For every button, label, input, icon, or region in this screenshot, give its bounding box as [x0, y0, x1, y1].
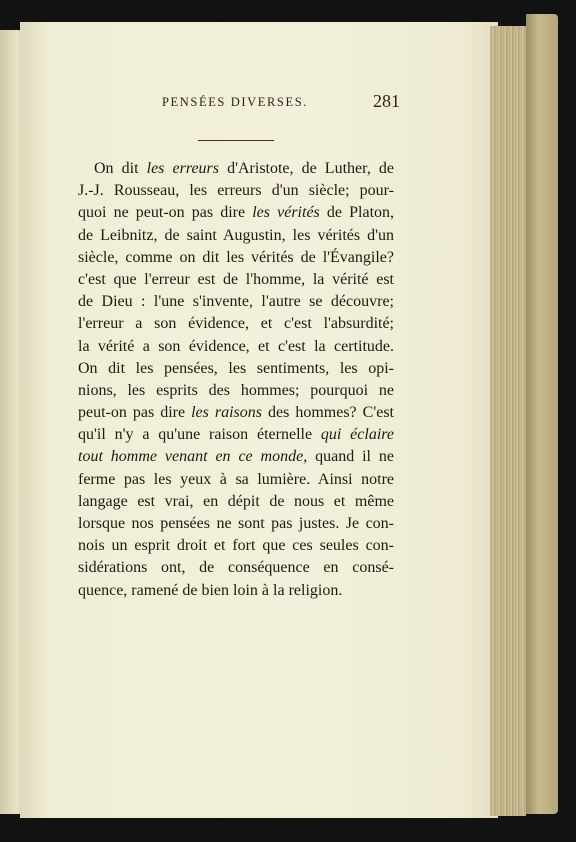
- text-line: [78, 535, 394, 557]
- text-run: siècle, comme on dit les vérités de l'Évangile?: [78, 248, 394, 266]
- italic-text: qui éclaire: [320, 426, 394, 444]
- text-run: quence, ramené de bien loin à la religion.: [78, 581, 343, 599]
- text-run: c'est que l'erreur est de l'homme, la vérité est: [78, 270, 394, 288]
- text-run: la vérité a son évidence, et c'est la certitude.: [78, 337, 394, 355]
- page-header: [160, 93, 400, 115]
- header-rule: [198, 140, 274, 141]
- text-run: quoi ne peut-on pas dire: [78, 204, 253, 222]
- text-run: d'Aristote, de Luther, de: [219, 160, 395, 177]
- text-line: [78, 158, 394, 180]
- text-line: [78, 424, 394, 446]
- text-line: [78, 358, 394, 380]
- text-run: , quand il ne: [303, 448, 394, 466]
- text-line: [78, 580, 394, 602]
- text-line: [78, 202, 394, 224]
- text-run: des hommes? C'est: [262, 404, 394, 422]
- text-line: [78, 180, 394, 202]
- italic-text: les vérités: [252, 204, 320, 222]
- italic-text: les raisons: [191, 404, 262, 422]
- text-line: [78, 291, 394, 313]
- text-run: ferme pas les yeux à sa lumière. Ainsi notre: [78, 470, 394, 488]
- text-run: de Leibnitz, de saint Augustin, les vérités d'un: [78, 226, 394, 244]
- page-number: 281: [373, 91, 400, 111]
- text-line: [78, 402, 394, 424]
- text-run: sidérations ont, de conséquence en consé-: [78, 559, 394, 577]
- text-line: [78, 491, 394, 513]
- text-run: On dit les pensées, les sentiments, les opi-: [78, 359, 394, 377]
- text-line: [78, 313, 394, 335]
- text-run: langage est vrai, en dépit de nous et même: [78, 492, 394, 510]
- text-run: On dit: [94, 160, 147, 177]
- text-line: [78, 513, 394, 535]
- text-line: [78, 446, 394, 468]
- page-block-edges: [490, 26, 526, 816]
- paragraph: [78, 158, 394, 602]
- text-line: [78, 225, 394, 247]
- text-run: peut-on pas dire: [78, 404, 192, 422]
- text-run: qu'il n'y a qu'une raison éternelle: [78, 426, 321, 444]
- text-run: de Platon,: [319, 204, 395, 222]
- text-line: [78, 269, 394, 291]
- text-line: [78, 247, 394, 269]
- text-run: de Dieu : l'une s'invente, l'autre se découvre;: [78, 293, 394, 311]
- text-line: [78, 336, 394, 358]
- text-run: l'erreur a son évidence, et c'est l'absurdité;: [78, 315, 394, 333]
- running-title: PENSÉES DIVERSES.: [162, 95, 308, 109]
- text-run: nions, les esprits des hommes; pourquoi ne: [78, 381, 394, 399]
- book-cover-edge: [526, 14, 558, 814]
- text-line: [78, 557, 394, 579]
- text-line: [78, 469, 394, 491]
- text-run: nois un esprit droit et fort que ces seules con-: [78, 537, 394, 555]
- italic-text: tout homme venant en ce monde: [78, 448, 304, 466]
- text-run: J.-J. Rousseau, les erreurs d'un siècle; pour-: [78, 182, 394, 200]
- italic-text: les erreurs: [146, 160, 220, 177]
- text-line: [78, 380, 394, 402]
- text-run: lorsque nos pensées ne sont pas justes. Je con-: [78, 515, 394, 532]
